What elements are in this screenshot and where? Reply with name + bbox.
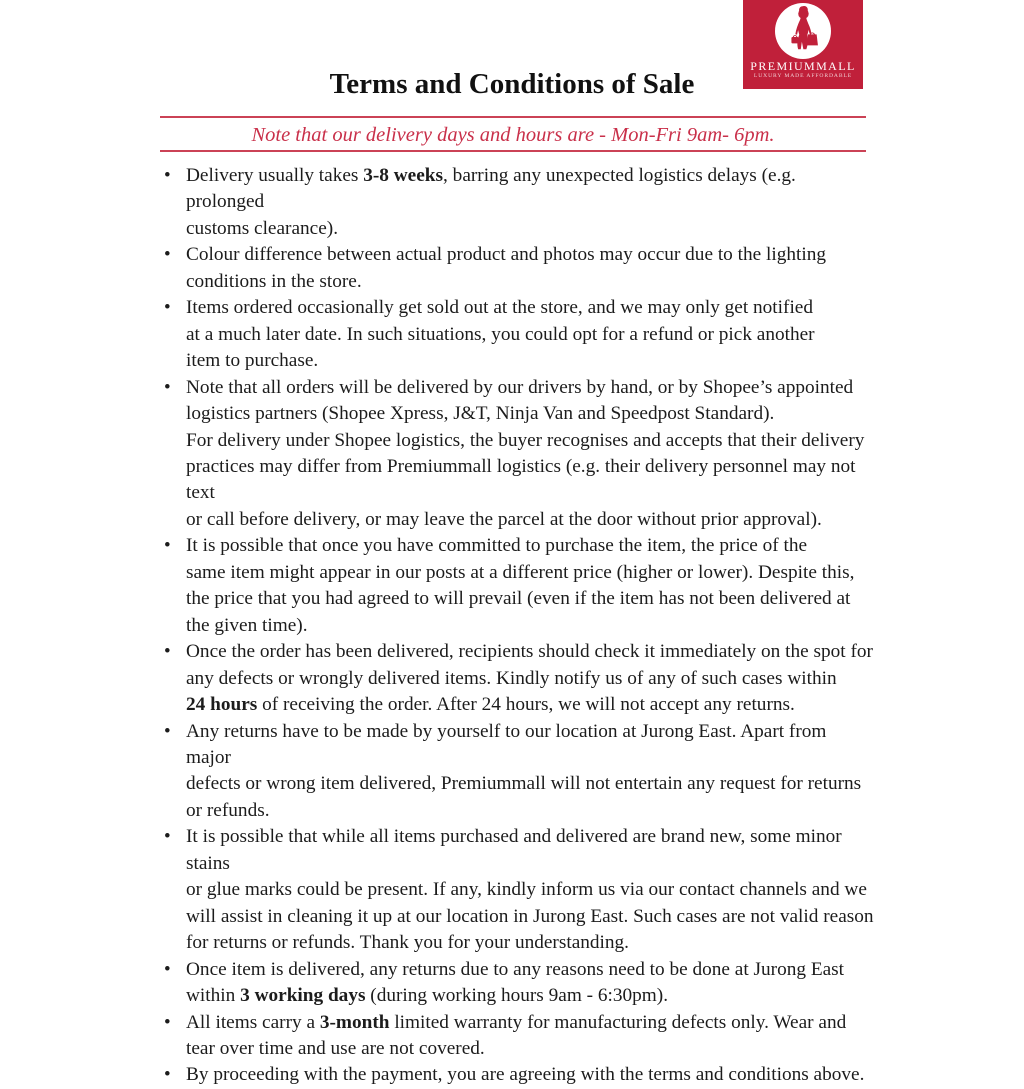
- logo-tagline: LUXURY MADE AFFORDABLE: [753, 73, 853, 79]
- delivery-hours-notice: Note that our delivery days and hours are - Mon-Fri 9am- 6pm.: [251, 124, 775, 146]
- logo-brand-name: PREMIUMMALL: [750, 59, 856, 73]
- term-item: • All items carry a 3-month limited warranty for manufacturing defects only. Wear and tear over time and use are not covered.: [160, 1010, 874, 1063]
- terms-section: [160, 163, 874, 1089]
- page-title: Terms and Conditions of Sale: [329, 68, 695, 100]
- term-item: • Note that all orders will be delivered by our drivers by hand, or by Shopee’s appointed logistics partners (Shopee Xpress, J&T, Ninja Van and Speedpost Standard). For delivery under Shopee logistics, the buyer recognises and accepts that their delivery practices may differ from Premiummall logistics (e.g. their delivery personnel may not text or call before delivery, or may leave the parcel at the door without prior approval).: [160, 375, 874, 534]
- term-item: • Delivery usually takes 3-8 weeks, barring any unexpected logistics delays (e.g. prolonged customs clearance).: [160, 163, 874, 242]
- term-item: • Items ordered occasionally get sold out at the store, and we may only get notified at a much later date. In such situations, you could opt for a refund or pick another item to purchase.: [160, 295, 874, 374]
- term-item: • Once item is delivered, any returns due to any reasons need to be done at Jurong East within 3 working days (during working hours 9am - 6:30pm).: [160, 957, 874, 1010]
- term-item: • Once the order has been delivered, recipients should check it immediately on the spot for any defects or wrongly delivered items. Kindly notify us of any of such cases within 24 hours of receiving the order. After 24 hours, we will not accept any returns.: [160, 639, 874, 718]
- term-item: • It is possible that while all items purchased and delivered are brand new, some minor stains or glue marks could be present. If any, kindly inform us via our contact channels and we will assist in cleaning it up at our location in Jurong East. Such cases are not valid reason for returns or refunds. Thank you for your understanding.: [160, 824, 874, 956]
- notice-divider-bottom: [160, 150, 866, 152]
- term-item: • By proceeding with the payment, you are agreeing with the terms and conditions above.: [160, 1062, 874, 1088]
- term-item: • It is possible that once you have committed to purchase the item, the price of the same item might appear in our posts at a different price (higher or lower). Despite this, the price that you had agreed to will prevail (even if the item has not been delivered at the given time).: [160, 533, 874, 639]
- logo-circle: [775, 3, 831, 59]
- terms-list: [160, 163, 874, 1089]
- notice-divider-top: [160, 116, 866, 118]
- term-item: • Colour difference between actual product and photos may occur due to the lighting conditions in the store.: [160, 242, 874, 295]
- term-item: • Any returns have to be made by yourself to our location at Jurong East. Apart from major defects or wrong item delivered, Premiummall will not entertain any request for returns or refunds.: [160, 719, 874, 825]
